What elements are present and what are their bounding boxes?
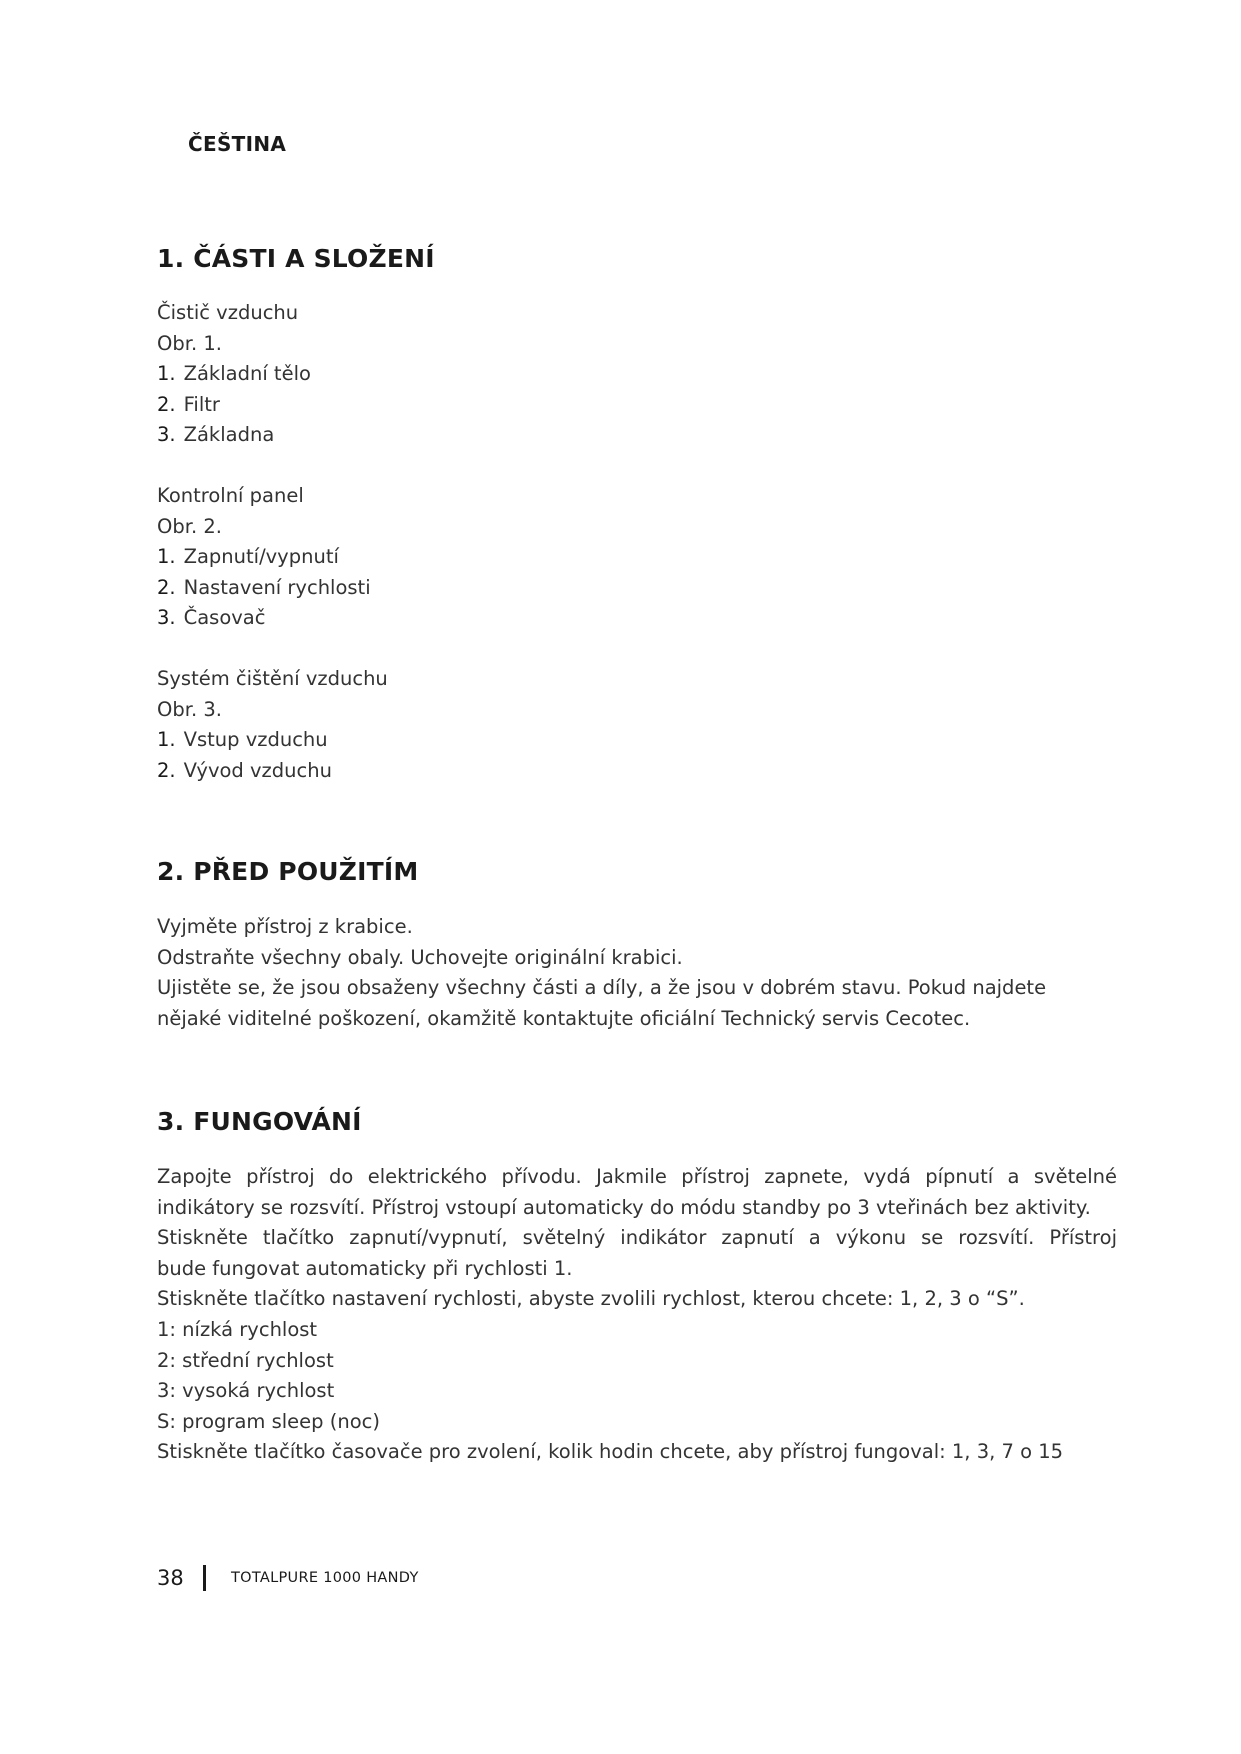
list-item (157, 359, 1117, 390)
paragraph-line: Stiskněte tlačítko zapnutí/vypnutí, světelný indikátor zapnutí a výkonu se rozsvítí. Přístroj (157, 1226, 1117, 1250)
paragraph-line: Zapojte přístroj do elektrického přívodu. Jakmile přístroj zapnete, vydá pípnutí a světelné (157, 1165, 1117, 1188)
list-item (157, 725, 1117, 756)
parts-list (157, 298, 1117, 786)
list-item (157, 573, 1117, 604)
paragraph-line: 3: vysoká rychlost (157, 1379, 335, 1403)
operation-text (157, 1162, 1117, 1468)
list-text: Vstup vzduchu (183, 728, 328, 752)
list-text: Základní tělo (183, 362, 311, 386)
paragraph-line: nějaké viditelné poškození, okamžitě kontaktujte oficiální Technický servis Cecotec. (157, 1006, 971, 1030)
figure-ref: Obr. 3. (157, 697, 222, 721)
section-parts-title: 1. ČÁSTI A SLOŽENÍ (157, 244, 435, 273)
list-number: 3. (157, 423, 176, 447)
paragraph-line: Vyjměte přístroj z krabice. (157, 915, 413, 938)
list-item (157, 390, 1117, 421)
list-item (157, 756, 1117, 787)
section-parts (157, 243, 1117, 786)
list-number: 1. (157, 362, 176, 386)
section-operation-title: 3. FUNGOVÁNÍ (157, 1107, 362, 1136)
group-heading: Systém čištění vzduchu (157, 666, 388, 690)
paragraph-line: Odstraňte všechny obaly. Uchovejte originální krabici. (157, 945, 683, 969)
page-number: 38 (157, 1566, 184, 1590)
group-heading: Kontrolní panel (157, 483, 304, 507)
list-text: Zapnutí/vypnutí (183, 545, 339, 569)
section-before-use (157, 856, 1117, 1034)
list-item (157, 542, 1117, 573)
list-text: Základna (183, 423, 275, 447)
list-number: 3. (157, 606, 176, 630)
page-footer (157, 1563, 419, 1593)
product-name: TOTALPURE 1000 HANDY (231, 1570, 419, 1586)
list-text: Filtr (183, 392, 220, 416)
paragraph-line: 1: nízká rychlost (157, 1317, 318, 1341)
list-number: 1. (157, 545, 176, 569)
group-heading: Čistič vzduchu (157, 301, 299, 324)
figure-ref: Obr. 2. (157, 514, 222, 538)
parts-group-control-panel (157, 481, 1117, 634)
list-text: Nastavení rychlosti (183, 575, 371, 599)
paragraph-line: 2: střední rychlost (157, 1348, 334, 1372)
list-number: 2. (157, 758, 176, 782)
parts-group-air-purifier (157, 298, 1117, 451)
paragraph-line: Stiskněte tlačítko časovače pro zvolení, kolik hodin chcete, aby přístroj fungoval: 1, 3, 7 o 15 (157, 1440, 1064, 1464)
list-text: Časovač (183, 606, 266, 630)
language-label: ČEŠTINA (188, 132, 287, 156)
paragraph-line: bude fungovat automaticky při rychlosti 1. (157, 1256, 573, 1280)
list-item (157, 603, 1117, 634)
section-before-use-title: 2. PŘED POUŽITÍM (157, 857, 419, 886)
figure-ref: Obr. 1. (157, 331, 222, 355)
paragraph-line: S: program sleep (noc) (157, 1409, 380, 1433)
paragraph-line: Stiskněte tlačítko nastavení rychlosti, abyste zvolili rychlost, kterou chcete: 1, 2, 3 o “S”. (157, 1287, 1025, 1311)
list-number: 2. (157, 575, 176, 599)
list-number: 2. (157, 392, 176, 416)
list-number: 1. (157, 728, 176, 752)
footer-divider (203, 1565, 206, 1591)
list-item (157, 420, 1117, 451)
section-operation (157, 1106, 1117, 1468)
paragraph-line: Ujistěte se, že jsou obsaženy všechny části a díly, a že jsou v dobrém stavu. Pokud najdete (157, 976, 1047, 1000)
paragraph-line: indikátory se rozsvítí. Přístroj vstoupí automaticky do módu standby po 3 vteřinách bez aktivity. (157, 1195, 1091, 1219)
before-use-text (157, 912, 1117, 1034)
parts-group-air-system (157, 664, 1117, 786)
list-text: Vývod vzduchu (183, 758, 332, 782)
